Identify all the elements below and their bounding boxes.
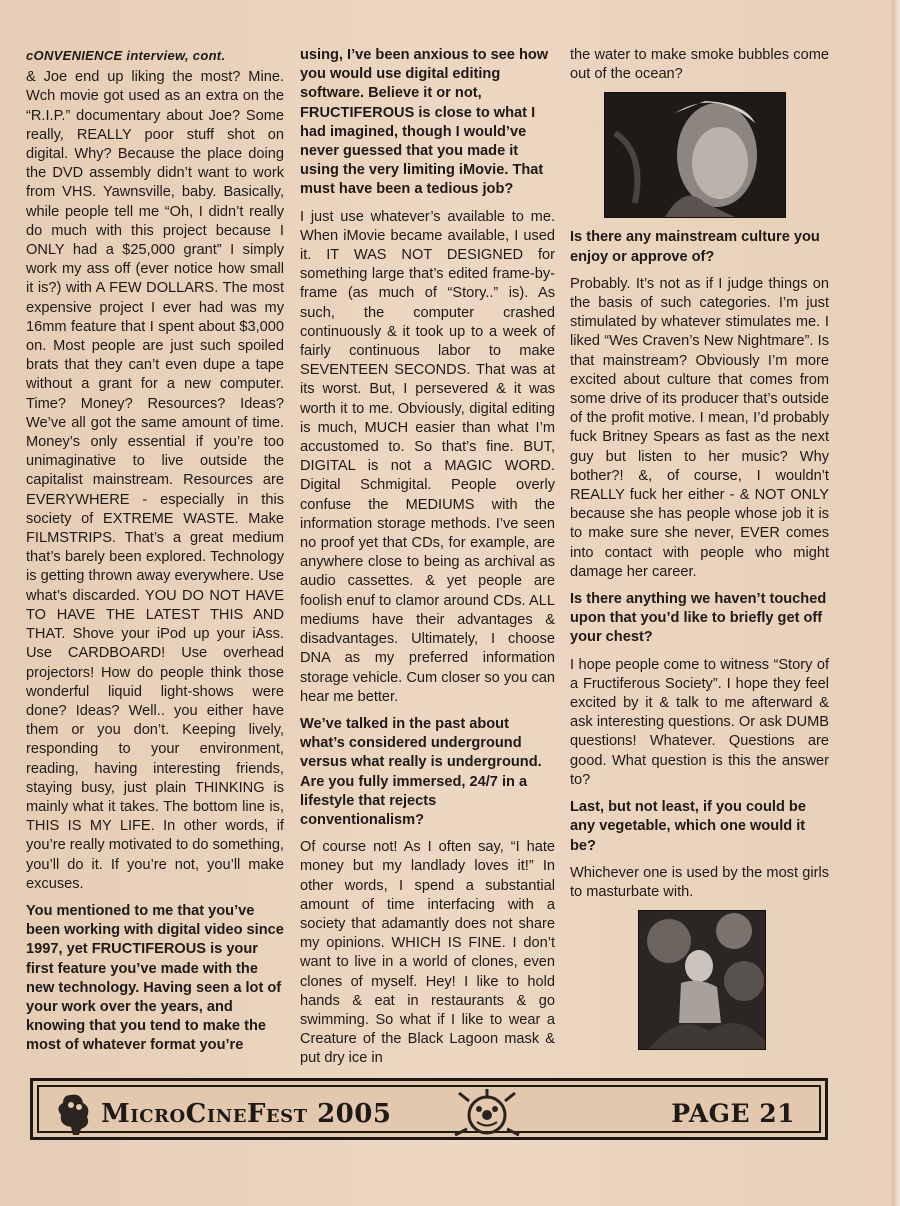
question-paragraph: Is there any mainstream culture you enjoy or approve of? bbox=[570, 229, 820, 265]
page-number: PAGE 21 bbox=[671, 1099, 795, 1128]
mascot-creature-icon bbox=[51, 1091, 95, 1137]
film-reel-monster-icon bbox=[451, 1089, 523, 1139]
question-paragraph: We’ve talked in the past about what’s considered underground versus what really is underground. Are you fully immersed, 24/7 in a lifestyle that rejects conventionalism? bbox=[300, 715, 542, 828]
question-paragraph: You mentioned to me that you’ve been working with digital video since 1997, yet FRUCTIFEROUS is your first feature you’ve made with the new technology. Having seen a lot of your work over the years, and knowing that you tend to make the most of whatever format you’re bbox=[26, 902, 284, 1054]
answer-paragraph: Probably. It’s not as if I judge things on the basis of such categories. I’m just stimulated by whatever stimulates me. I liked “Wes Craven’s New Nightmare”. Is that mainstream? Obviously I’m more excited about culture that comes from some drive of its producer that’s outside of the profit motive. I mean, I’d probably fuck Britney Spears as fast as the next guy but listen to her music? Why bother?! &, of course, I wouldn’t REALLY fuck her either - & NOT ONLY because she has people whose job it is to make sure she never, EVER comes into contact with people who might damage her career. bbox=[570, 275, 829, 580]
page-edge bbox=[892, 0, 900, 1206]
festival-title: MicroCineFest 2005 bbox=[101, 1099, 392, 1129]
answer-paragraph: Of course not! As I often say, “I hate money but my landlady loves it!” In other words, I spend a substantial amount of time interfacing with a society that adamantly does not share my opinions. WHICH IS FINE. I don’t want to live in a world of clones, even clones of myself. Hey! I like to hold hands & eat in restaurants & go swimming. So what if I like to wear a Creature of the Black Lagoon mask & put dry ice in bbox=[300, 839, 555, 1067]
column-3 bbox=[570, 46, 829, 1060]
answer-paragraph: & Joe end up liking the most? Mine. Wch movie got used as an extra on the “R.I.P.” documentary about Joe? Some really, REALLY poor stuff shot on digital. Why? Because the place doing the DVD assembly didn’t want to work from VHS. Yawnsville, baby. Basically, while people tell me “Oh, I didn’t really do much with this project because I ONLY had a $25,000 grant” I simply work my ass off (ever notice how small it is?) with A FEW DOLLARS. The most expensive project I ever had was my 16mm feature that I spent about $3,000 on. Most people are just such spoiled brats that they can’t even dupe a tape without a grant for a new computer. Time? Money? Resources? Ideas? We’ve all got the same amount of time. Money’s only essential if you’re too unimaginative to live outside the capitalist mainstream. Resources are EVERYWHERE - especially in this society of EXTREME WASTE. Make FILMSTRIPS. That’s a great medium that’s barely been explored. Technology is getting thrown away everywhere. Use what’s discarded. YOU DO NOT HAVE TO HAVE THE LATEST THIS AND THAT. Shove your iPod up your iAss. Use CARDBOARD! Use overhead projectors! How do people think those wonderful liquid light-shows were done? Ideas? Well.. you either have them or you don’t. Keeping lively, responding to your environment, reading, having interesting friends, staying busy, just plain THINKING is mainly what it takes. The bottom line is, THIS IS MY LIFE. In other words, if you’re really motivated to do something, you’ll do it. If you’re not, you’ll make excuses. bbox=[26, 69, 284, 892]
footer-frame bbox=[37, 1085, 821, 1133]
answer-paragraph: I hope people come to witness “Story of a Fructiferous Society”. I hope they feel excited by it & talk to me afterward & ask interesting questions. Or ask DUMB questions! Whatever. Questions are good. What question is this the answer to? bbox=[570, 656, 829, 788]
question-paragraph: Is there anything we haven’t touched upon that you’d like to briefly get off your chest? bbox=[570, 591, 827, 646]
portrait-photo bbox=[604, 92, 786, 218]
question-paragraph: Last, but not least, if you could be any vegetable, which one would it be? bbox=[570, 799, 806, 854]
page-footer-banner bbox=[30, 1078, 828, 1140]
section-kicker: cONVENIENCE interview, cont. bbox=[26, 48, 226, 63]
column-1 bbox=[26, 46, 284, 1064]
column-2 bbox=[300, 46, 555, 1077]
question-paragraph: using, I’ve been anxious to see how you would use digital editing software. Believe it or not, FRUCTIFEROUS is close to what I had imagined, though I would’ve never guessed that you made it using the very limiting iMovie. That must have been a tedious job? bbox=[300, 47, 549, 198]
answer-paragraph: I just use whatever’s available to me. When iMovie became available, I used it. IT WAS NOT DESIGNED for something large that’s edited frame-by-frame (as much of “Story..” is). As such, the computer crashed continuously & it took up to a week of fairly continuous labor to make SEVENTEEN SECONDS. That was at its worst. But, I persevered & it was worth it to me. Obviously, digital editing is much, MUCH easier than what I’m accustomed to. So that’s fine. BUT, DIGITAL is not a MAGIC WORD. Digital Schmigital. People overly confuse the MEDIUMS with the information storage methods. I’ve seen no proof yet that CDs, for example, are anywhere close to being as archival as audio cassettes. & yet people are foolish enuf to clamor around CDs. ALL mediums have their advantages & disadvantages. Ultimately, I choose DNA as my preferred information storage vehicle. Cum closer so you can hear me better. bbox=[300, 208, 555, 705]
garden-photo bbox=[638, 910, 766, 1050]
answer-paragraph: the water to make smoke bubbles come out of the ocean? bbox=[570, 47, 829, 83]
answer-paragraph: Whichever one is used by the most girls to masturbate with. bbox=[570, 864, 829, 900]
